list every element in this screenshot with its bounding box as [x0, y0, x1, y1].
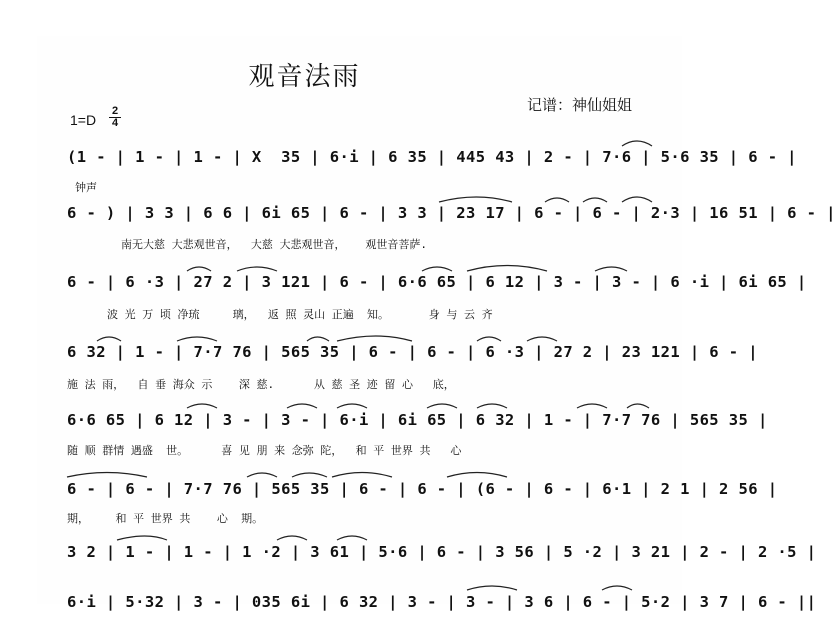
time-signature-numerator: 2 [109, 106, 121, 118]
time-signature [109, 106, 121, 129]
song-title: 观音法雨 [248, 61, 361, 91]
lyrics-line-6: 期， 和 平 世界 共 心 期。 [67, 512, 264, 525]
notation-line-3: 6 - | 6 ·3 | 27 2 | 3 121 | 6 - | 6·6 65 | 6 12 | 3 - | 3 - | 6 ·i | 6i 65 | [67, 273, 807, 291]
notation-line-7: 3 2 | 1 - | 1 - | 1 ·2 | 3 61 | 5·6 | 6 - | 3 56 | 5 ·2 | 3 21 | 2 - | 2 ·5 | [67, 543, 817, 561]
lyrics-line-3: 波 光 万 顷 净琉 璃， 返 照 灵山 正遍 知。 身 与 云 齐 [107, 308, 493, 321]
notation-line-2: 6 - ) | 3 3 | 6 6 | 6i 65 | 6 - | 3 3 | 23 17 | 6 - | 6 - | 2·3 | 16 51 | 6 - | [67, 204, 836, 222]
notation-line-1: (1 - | 1 - | 1 - | X 35 | 6·i | 6 35 | 445 43 | 2 - | 7·6 | 5·6 35 | 6 - | [67, 148, 797, 166]
notation-line-5: 6·6 65 | 6 12 | 3 - | 3 - | 6·i | 6i 65 | 6 32 | 1 - | 7·7 76 | 565 35 | [67, 411, 768, 429]
notation-line-6: 6 - | 6 - | 7·7 76 | 565 35 | 6 - | 6 - | (6 - | 6 - | 6·1 | 2 1 | 2 56 | [67, 480, 778, 498]
time-signature-denominator: 4 [111, 117, 119, 129]
lyrics-line-4: 施 法 雨， 自 垂 海众 示 深 慈. 从 慈 圣 迹 留 心 底， [67, 378, 455, 391]
notation-line-8: 6·i | 5·32 | 3 - | 035 6i | 6 32 | 3 - | 3 - | 3 6 | 6 - | 5·2 | 3 7 | 6 - || [67, 593, 817, 611]
sheet-music-page [37, 36, 836, 611]
lyrics-line-2: 南无大慈 大悲观世音， 大慈 大悲观世音， 观世音菩萨. [121, 238, 427, 251]
notation-line-4: 6 32 | 1 - | 7·7 76 | 565 35 | 6 - | 6 - | 6 ·3 | 27 2 | 23 121 | 6 - | [67, 343, 758, 361]
key-signature: 1=D [70, 112, 97, 128]
lyrics-line-5: 随 顺 群情 遇盛 世。 喜 见 朋 来 念弥 陀， 和 平 世界 共 心 [67, 444, 462, 457]
transcriber-credit: 记谱：神仙姐姐 [527, 97, 633, 114]
lyrics-line-1: 钟声 [75, 181, 97, 194]
